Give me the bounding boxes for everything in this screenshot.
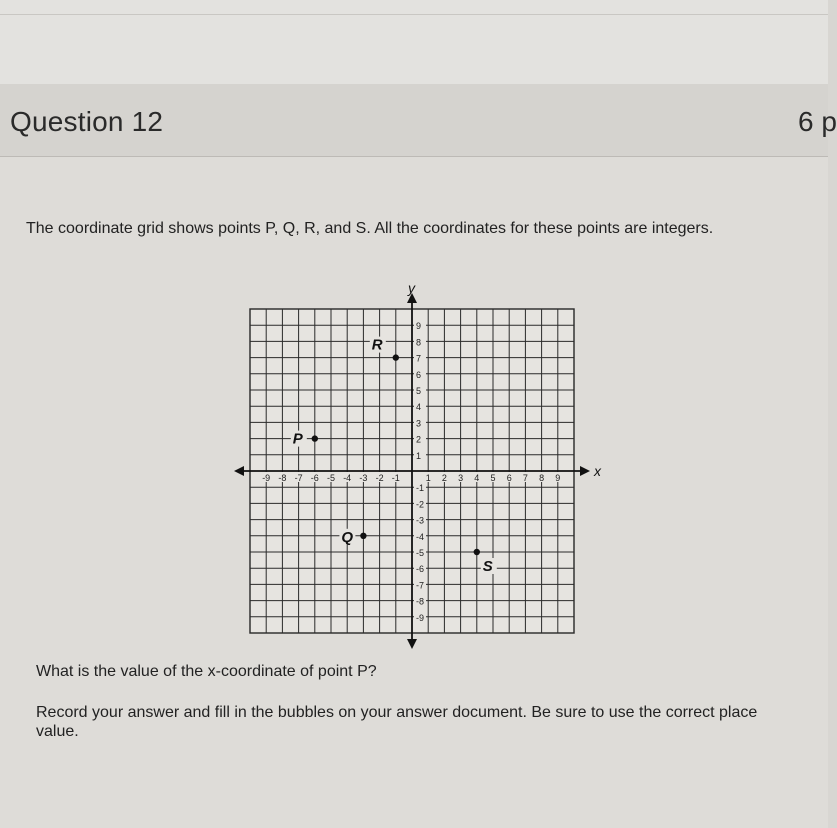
x-tick-label: 5 bbox=[490, 473, 496, 483]
y-tick-label: 4 bbox=[416, 402, 422, 413]
y-tick-label: 7 bbox=[416, 353, 422, 364]
x-tick-label: -7 bbox=[294, 473, 303, 483]
y-tick-label: 3 bbox=[416, 418, 422, 429]
y-tick-label: 2 bbox=[416, 434, 422, 445]
y-tick-label: -8 bbox=[416, 596, 425, 607]
x-tick-label: 7 bbox=[522, 473, 528, 483]
x-tick-label: -3 bbox=[359, 473, 368, 483]
y-tick-label: 1 bbox=[416, 450, 422, 461]
y-tick-label: -9 bbox=[416, 612, 425, 623]
point-p bbox=[312, 435, 318, 441]
y-tick-label: -5 bbox=[416, 548, 425, 558]
x-tick-label: -1 bbox=[391, 473, 400, 483]
y-tick-label: -2 bbox=[416, 499, 425, 510]
x-tick-label: -9 bbox=[262, 473, 271, 483]
question-points: 6 p bbox=[798, 106, 837, 137]
x-tick-label: 8 bbox=[539, 473, 545, 483]
point-label-q: Q bbox=[341, 528, 354, 546]
coordinate-grid-svg bbox=[230, 280, 601, 644]
y-tick-label: -4 bbox=[416, 531, 425, 542]
x-tick-label: -2 bbox=[375, 473, 384, 483]
x-axis-arrow-right bbox=[580, 466, 590, 476]
y-tick-label: -1 bbox=[416, 483, 425, 494]
x-tick-label: 3 bbox=[458, 473, 464, 483]
point-label-s: S bbox=[482, 558, 493, 575]
y-axis-arrow-down bbox=[407, 639, 417, 649]
x-tick-label: 6 bbox=[506, 473, 512, 483]
question-instructions: Record your answer and fill in the bubbles on your answer document. Be sure to use the correct place value. bbox=[36, 704, 758, 740]
point-s bbox=[474, 549, 480, 555]
x-axis-arrow-left bbox=[234, 466, 244, 476]
y-axis-label: y bbox=[408, 280, 415, 296]
y-tick-label: -3 bbox=[416, 515, 425, 526]
y-tick-label: -7 bbox=[416, 580, 425, 591]
x-tick-label: 4 bbox=[474, 473, 480, 483]
y-tick-label: 5 bbox=[416, 386, 422, 396]
point-label-p: P bbox=[292, 430, 303, 448]
x-tick-label: 1 bbox=[425, 473, 431, 483]
point-r bbox=[393, 354, 399, 360]
x-tick-label: -4 bbox=[343, 473, 352, 483]
y-tick-label: -6 bbox=[416, 564, 425, 575]
coordinate-grid bbox=[230, 280, 601, 649]
x-tick-label: -6 bbox=[310, 473, 319, 483]
x-tick-label: 2 bbox=[441, 473, 447, 483]
x-axis-label: x bbox=[594, 463, 601, 479]
browser-top-band bbox=[0, 0, 828, 85]
question-prompt: What is the value of the x-coordinate of point P? bbox=[36, 663, 377, 680]
x-tick-label: -8 bbox=[278, 473, 287, 483]
point-label-r: R bbox=[371, 336, 383, 354]
divider bbox=[0, 14, 828, 15]
question-header bbox=[0, 84, 837, 157]
x-tick-label: 9 bbox=[555, 473, 561, 483]
y-tick-label: 9 bbox=[416, 321, 422, 332]
question-content bbox=[0, 157, 828, 828]
point-q bbox=[360, 533, 366, 539]
x-tick-label: -5 bbox=[326, 473, 336, 483]
y-tick-label: 8 bbox=[416, 337, 422, 348]
y-tick-label: 6 bbox=[416, 369, 422, 380]
question-intro: The coordinate grid shows points P, Q, R, and S. All the coordinates for these points are integers. bbox=[26, 220, 714, 237]
question-title: Question 12 bbox=[10, 106, 164, 137]
